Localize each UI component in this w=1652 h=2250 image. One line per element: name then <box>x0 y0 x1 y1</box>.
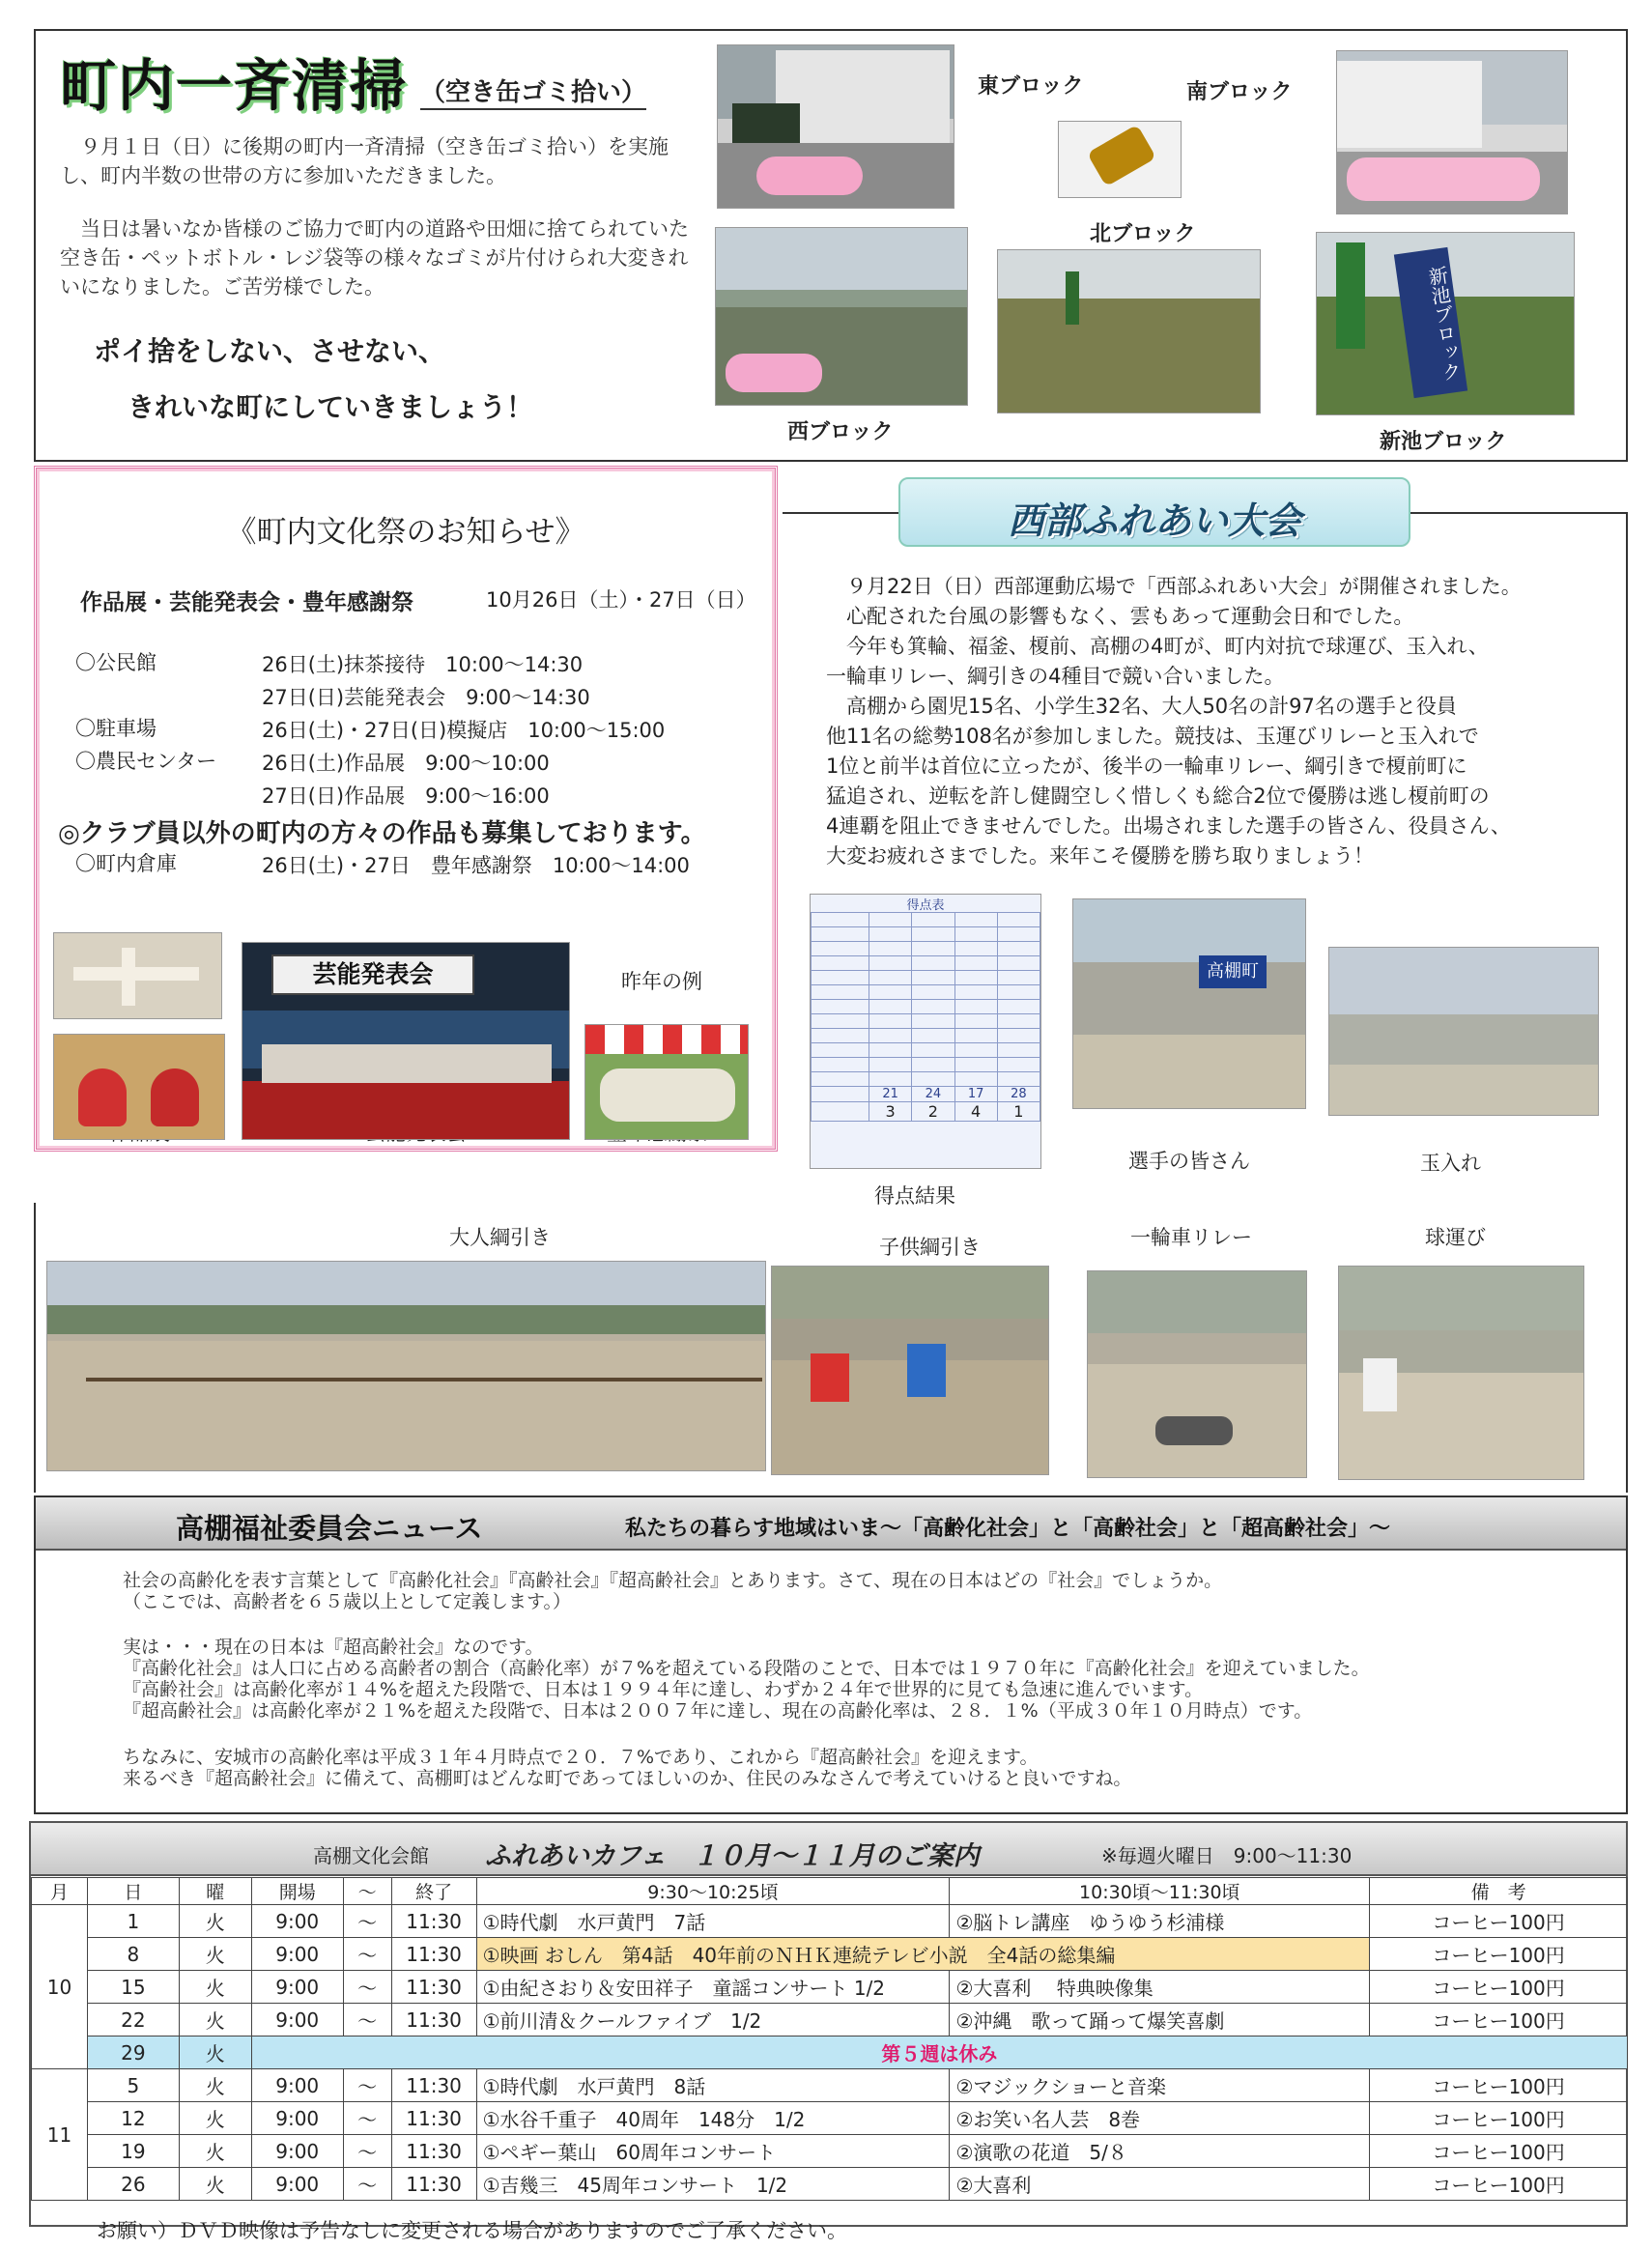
south-block-label: 南ブロック <box>1186 80 1293 104</box>
south-block-photo <box>1336 50 1568 214</box>
team-placard: 高棚町 <box>1199 955 1267 988</box>
dow-cell: 火 <box>179 2069 251 2102</box>
cafe-header <box>31 1823 1626 1876</box>
last-year-label: 昨年の例 <box>621 970 702 993</box>
program1-cell: ①由紀さおり＆安田祥子 童謡コンサート 1/2 <box>476 1971 950 2004</box>
col-header: 開場 <box>251 1878 343 1905</box>
day-cell: 8 <box>87 1938 179 1971</box>
cleanup-para-1: ９月１日（日）に後期の町内一斉清掃（空き缶ゴミ拾い）を実施し、町内半数の世帯の方に参加いただきました。 <box>60 135 669 187</box>
caption-players: 選手の皆さん <box>1128 1150 1250 1173</box>
day-cell: 22 <box>87 2004 179 2036</box>
open-cell: 9:00 <box>251 2069 343 2102</box>
tilde-cell: ～ <box>343 2168 391 2201</box>
close-cell: 11:30 <box>391 2168 476 2201</box>
tilde-cell: ～ <box>343 2004 391 2036</box>
cleanup-subtitle: （空き缶ゴミ拾い） <box>420 72 646 110</box>
table-row <box>32 1971 1628 2004</box>
welfare-line: 『高齢社会』は高齢化率が１４%を超えた段階で、日本は１９９４年に達し、わずか２４年で世界的に見ても急速に進んでいます。 <box>123 1679 1204 1700</box>
stage-banner: 芸能発表会 <box>271 954 474 995</box>
west-block-label: 西ブロック <box>787 420 894 444</box>
caption-ball-carry: 球運び <box>1425 1226 1486 1249</box>
fureai-line: 猛追され、逆転を許し健闘空しく惜しくも総合2位で優勝は逃し榎前町の <box>826 784 1490 808</box>
note-cell: コーヒー100円 <box>1370 2102 1628 2135</box>
festival-row-detail: 27日(日)芸能発表会 9:00～14:30 <box>262 686 590 709</box>
dow-cell: 火 <box>179 2102 251 2135</box>
welfare-news-section <box>34 1495 1628 1814</box>
close-cell: 11:30 <box>391 2135 476 2168</box>
program2-cell: ②お笑い名人芸 8巻 <box>950 2102 1370 2135</box>
col-header: ～ <box>343 1878 391 1905</box>
col-header: 日 <box>87 1878 179 1905</box>
col-header: 終了 <box>391 1878 476 1905</box>
festival-row-place: 〇公民館 <box>75 651 157 674</box>
exhibition-photo <box>53 1034 225 1140</box>
open-cell: 9:00 <box>251 2102 343 2135</box>
dow-cell: 火 <box>179 1938 251 1971</box>
note-cell: コーヒー100円 <box>1370 2004 1628 2036</box>
col-header: 10:30頃～11:30頃 <box>950 1878 1370 1905</box>
open-cell: 9:00 <box>251 2004 343 2036</box>
cleanup-para-2: 当日は暑いなか皆様のご協力で町内の道路や田畑に捨てられていた空き缶・ペットボトル・レジ袋等の様々なゴミが片付けられ大変きれいになりました。ご苦労様でした。 <box>60 217 689 299</box>
welfare-line: 社会の高齢化を表す言葉として『高齢化社会』『高齢社会』『超高齢社会』とあります。さて、現在の日本はどの『社会』でしょうか。 <box>123 1570 1223 1591</box>
fureai-line: 今年も箕輪、福釜、榎前、高棚の4町が、町内対抗で球運び、玉入れ、 <box>826 635 1489 658</box>
score-rank: 1 <box>997 1102 1040 1122</box>
program1-cell: ①吉幾三 45周年コンサート 1/2 <box>476 2168 950 2201</box>
welfare-line: ちなみに、安城市の高齢化率は平成３１年４月時点で２０．７%であり、これから『超高齢社会』を迎えます。 <box>123 1747 1039 1768</box>
fureai-line: 大変お疲れさまでした。来年こそ優勝を勝ち取りましょう！ <box>826 844 1374 868</box>
day-cell: 12 <box>87 2102 179 2135</box>
score-rank: 4 <box>954 1102 997 1122</box>
program1-cell: ①前川清＆クールファイブ 1/2 <box>476 2004 950 2036</box>
score-sheet-title: 得点表 <box>906 898 945 913</box>
note-cell: コーヒー100円 <box>1370 2168 1628 2201</box>
festival-recruit-notice: ◎クラブ員以外の町内の方々の作品も募集しております。 <box>58 819 706 848</box>
welfare-line: 実は・・・現在の日本は『超高齢社会』なのです。 <box>123 1637 544 1658</box>
tilde-cell: ～ <box>343 2069 391 2102</box>
program2-cell: ②マジックショーと音楽 <box>950 2069 1370 2102</box>
close-cell: 11:30 <box>391 2102 476 2135</box>
open-cell: 9:00 <box>251 1971 343 2004</box>
day-cell: 5 <box>87 2069 179 2102</box>
open-cell: 9:00 <box>251 2168 343 2201</box>
close-cell: 11:30 <box>391 1905 476 1938</box>
score-rank: 2 <box>912 1102 954 1122</box>
festival-row-detail: 26日(土)・27日 豊年感謝祭 10:00～14:00 <box>262 854 690 877</box>
cleanup-title: 町内一斉清掃 <box>60 53 409 119</box>
wheelbarrow-photo <box>1087 1270 1307 1478</box>
welfare-header <box>36 1497 1626 1551</box>
ball-toss-photo <box>1328 947 1599 1116</box>
fureai-line: 4連覇を阻止できませんでした。出場されました選手の皆さん、役員さん、 <box>826 814 1511 838</box>
caption-ball-toss: 玉入れ <box>1420 1152 1481 1175</box>
fureai-banner <box>898 477 1410 547</box>
welfare-title: 高棚福祉委員会ニュース <box>176 1512 483 1545</box>
program1-cell: ①時代劇 水戸黄門 8話 <box>476 2069 950 2102</box>
tilde-cell: ～ <box>343 2135 391 2168</box>
caption-wheelbarrow: 一輪車リレー <box>1130 1226 1252 1249</box>
open-cell: 9:00 <box>251 1905 343 1938</box>
day-cell: 1 <box>87 1905 179 1938</box>
fureai-line: 1位と前半は首位に立ったが、後半の一輪車リレー、綱引きで榎前町に <box>826 755 1467 778</box>
table-row <box>32 2004 1628 2036</box>
day-cell: 29 <box>87 2036 179 2069</box>
cafe-venue: 高棚文化会館 <box>313 1844 429 1867</box>
welfare-subtitle: 私たちの暮らす地域はいま～「高齢化社会」と「高齢社会」と「超高齢社会」～ <box>625 1517 1391 1541</box>
day-cell: 15 <box>87 1971 179 2004</box>
note-cell: コーヒー100円 <box>1370 1905 1628 1938</box>
dow-cell: 火 <box>179 1971 251 2004</box>
caption-child-tug: 子供綱引き <box>879 1236 981 1259</box>
program1-cell: ①映画 おしん 第4話 40年前のＮＨＫ連続テレビ小説 全4話の総集編 <box>476 1938 1370 1971</box>
close-cell: 11:30 <box>391 1938 476 1971</box>
score-total: 17 <box>954 1087 997 1102</box>
dow-cell: 火 <box>179 2036 251 2069</box>
program2-cell: ②沖縄 歌って踊って爆笑喜劇 <box>950 2004 1370 2036</box>
col-header: 備 考 <box>1370 1878 1628 1905</box>
score-total: 28 <box>997 1087 1040 1102</box>
festival-row-detail: 26日(土)抹茶接待 10:00～14:30 <box>262 653 584 676</box>
festival-dates: 10月26日（土）・27日（日） <box>486 588 756 612</box>
adult-tug-photo <box>46 1261 766 1471</box>
program2-cell: ②脳トレ講座 ゆうゆう杉浦様 <box>950 1905 1370 1938</box>
model-plane-photo <box>53 932 222 1019</box>
fureai-line: ９月22日（日）西部運動広場で「西部ふれあい大会」が開催されました。 <box>826 575 1522 598</box>
score-total: 21 <box>869 1087 912 1102</box>
col-header: 月 <box>32 1878 88 1905</box>
east-block-label: 東ブロック <box>978 74 1084 99</box>
day-cell: 26 <box>87 2168 179 2201</box>
note-cell: コーヒー100円 <box>1370 1971 1628 2004</box>
fureai-line: 他11名の総勢108名が参加しました。競技は、玉運びリレーと玉入れで <box>826 725 1479 748</box>
fureai-text <box>826 572 1618 871</box>
schedule-header-row <box>32 1878 1628 1905</box>
caption-score: 得点結果 <box>874 1184 955 1208</box>
program2-cell: ②大喜利 <box>950 2168 1370 2201</box>
fureai-line: 心配された台風の影響もなく、雲もあって運動会日和でした。 <box>826 605 1414 628</box>
east-block-photo <box>717 44 954 209</box>
col-header: 9:30～10:25頃 <box>476 1878 950 1905</box>
shinike-block-photo <box>1316 232 1575 415</box>
festival-row-place: 〇駐車場 <box>75 717 157 740</box>
welfare-line: 来るべき『超高齢社会』に備えて、高棚町はどんな町であってほしいのか、住民のみなさんで考えていけると良いですね。 <box>123 1768 1132 1789</box>
tilde-cell: ～ <box>343 1971 391 2004</box>
tilde-cell: ～ <box>343 1938 391 1971</box>
program1-cell: ①水谷千重子 40周年 148分 1/2 <box>476 2102 950 2135</box>
dow-cell: 火 <box>179 2168 251 2201</box>
festival-row-place: 〇農民センター <box>75 750 217 773</box>
festival-row-detail: 26日(土)作品展 9:00～10:00 <box>262 752 550 775</box>
shinike-sign: 新池ブロック <box>1394 247 1467 398</box>
program2-cell: ②演歌の花道 5/８ <box>950 2135 1370 2168</box>
program1-cell: ①時代劇 水戸黄門 7話 <box>476 1905 950 1938</box>
table-row <box>32 1938 1628 1971</box>
collected-cans-photo <box>1058 121 1182 198</box>
holiday-notice: 第５週は休み <box>251 2036 1627 2069</box>
table-row <box>32 2036 1628 2069</box>
score-total: 24 <box>912 1087 954 1102</box>
close-cell: 11:30 <box>391 1971 476 2004</box>
score-table <box>811 912 1040 1122</box>
score-sheet <box>810 894 1041 1169</box>
close-cell: 11:30 <box>391 2004 476 2036</box>
table-row <box>32 2135 1628 2168</box>
tilde-cell: ～ <box>343 1905 391 1938</box>
harvest-photo <box>584 1024 749 1140</box>
close-cell: 11:30 <box>391 2069 476 2102</box>
table-row <box>32 2168 1628 2201</box>
program2-cell: ②大喜利 特典映像集 <box>950 1971 1370 2004</box>
fureai-line: 一輪車リレー、綱引きの4種目で競い合いました。 <box>826 665 1285 688</box>
fureai-line: 高棚から園児15名、小学生32名、大人50名の計97名の選手と役員 <box>826 695 1457 718</box>
cleanup-slogan-1: ポイ捨をしない、させない、 <box>94 335 446 367</box>
month-cell: 11 <box>32 2069 88 2201</box>
dow-cell: 火 <box>179 2135 251 2168</box>
cafe-schedule-section <box>29 1821 1628 2227</box>
cafe-note: ※毎週火曜日 9:00～11:30 <box>1101 1844 1353 1867</box>
score-rank: 3 <box>869 1102 912 1122</box>
caption-adult-tug: 大人綱引き <box>449 1226 551 1249</box>
table-row <box>32 2102 1628 2135</box>
note-cell: コーヒー100円 <box>1370 1938 1628 1971</box>
col-header: 曜 <box>179 1878 251 1905</box>
note-cell: コーヒー100円 <box>1370 2069 1628 2102</box>
performance-photo <box>242 942 570 1140</box>
cafe-footer-note: お願い）ＤＶＤ映像は予告なしに変更される場合がありますのでご了承ください。 <box>97 2219 847 2242</box>
cafe-schedule-table <box>31 1877 1628 2201</box>
tilde-cell: ～ <box>343 2102 391 2135</box>
festival-row-detail: 27日(日)作品展 9:00～16:00 <box>262 784 550 808</box>
shinike-block-label: 新池ブロック <box>1380 430 1507 454</box>
north-block-label: 北ブロック <box>1090 222 1196 246</box>
program1-cell: ①ペギー葉山 60周年コンサート <box>476 2135 950 2168</box>
festival-row-place: 〇町内倉庫 <box>75 852 177 875</box>
month-cell: 10 <box>32 1905 88 2069</box>
festival-row-detail: 26日(土)・27日(日)模擬店 10:00～15:00 <box>262 719 666 742</box>
west-block-photo <box>715 227 968 406</box>
welfare-line: （ここでは、高齢者を６５歳以上として定義します。） <box>123 1591 571 1612</box>
day-cell: 19 <box>87 2135 179 2168</box>
cleanup-slogan-2: きれいな町にしていきましょう！ <box>128 391 534 423</box>
fureai-title: 西部ふれあい大会 <box>1007 499 1301 542</box>
dow-cell: 火 <box>179 2004 251 2036</box>
welfare-line: 『高齢化社会』は人口に占める高齢者の割合（高齢化率）が７%を超えている段階のことで、日本では１９７０年に『高齢化社会』を迎えていました。 <box>123 1658 1370 1679</box>
ball-carry-photo <box>1338 1266 1584 1480</box>
festival-headline: 作品展・芸能発表会・豊年感謝祭 <box>80 590 413 615</box>
cafe-title: ふれあいカフェ １０月～１１月のご案内 <box>485 1841 980 1871</box>
open-cell: 9:00 <box>251 2135 343 2168</box>
open-cell: 9:00 <box>251 1938 343 1971</box>
north-block-photo <box>997 249 1261 413</box>
table-row <box>32 2069 1628 2102</box>
child-tug-photo <box>771 1266 1049 1475</box>
dow-cell: 火 <box>179 1905 251 1938</box>
players-photo <box>1072 898 1306 1109</box>
festival-title: 《町内文化祭のお知らせ》 <box>226 515 585 550</box>
table-row <box>32 1905 1628 1938</box>
note-cell: コーヒー100円 <box>1370 2135 1628 2168</box>
welfare-line: 『超高齢社会』は高齢化率が２１%を超えた段階で、日本は２００７年に達し、現在の高齢化率は、２８．１%（平成３０年１０月時点）です。 <box>123 1700 1313 1722</box>
